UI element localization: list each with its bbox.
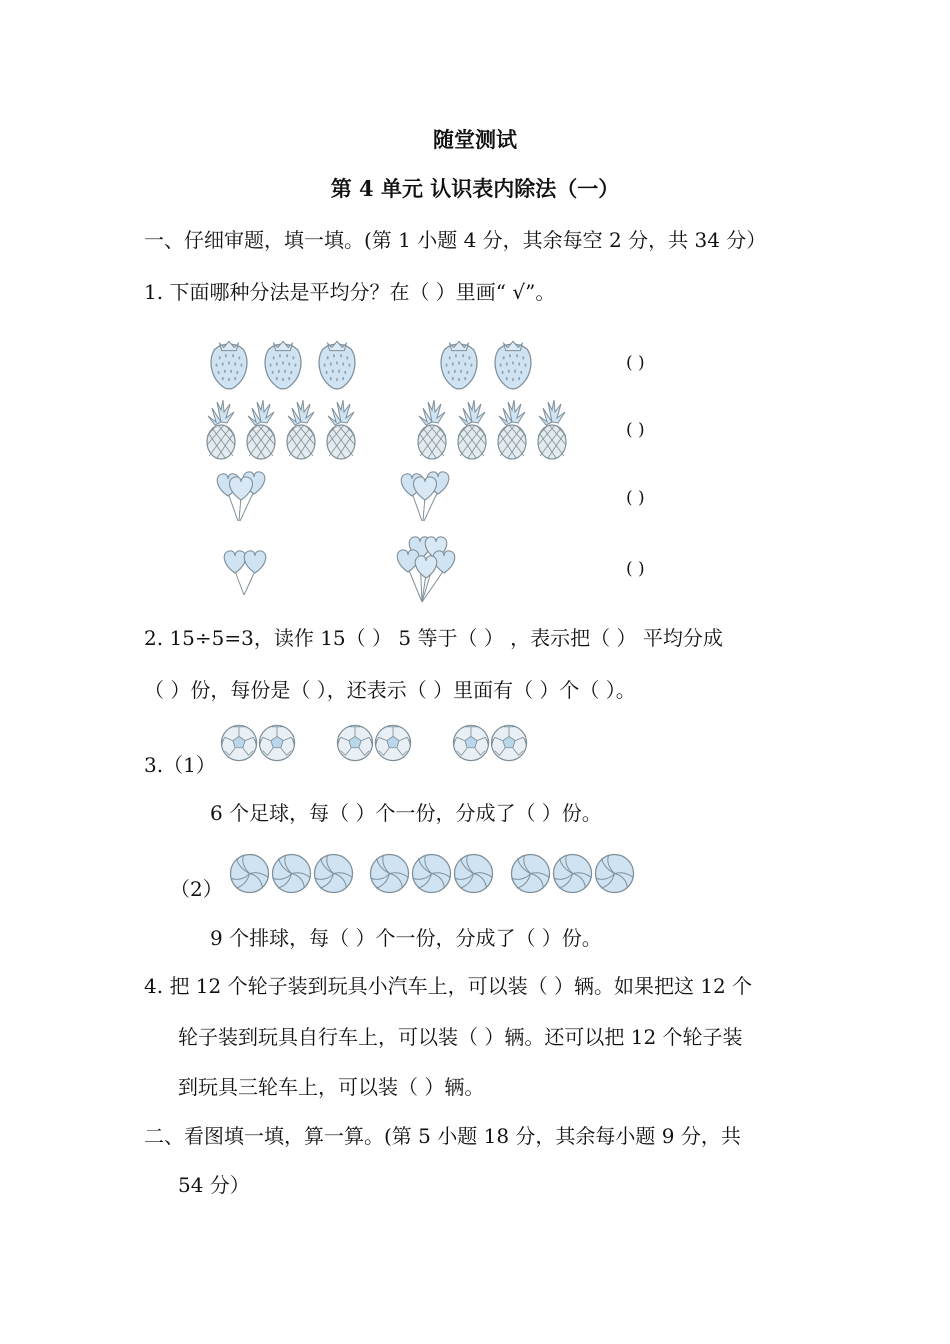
volleyball-icon [454, 854, 492, 892]
pineapple-icon [247, 400, 275, 459]
unit-subtitle: 第 4 单元 认识表内除法（一） [330, 176, 620, 201]
heart-balloon-icon [397, 537, 455, 602]
q1-row2-answer-blank[interactable]: ( ) [626, 420, 645, 440]
volleyball-icon [412, 854, 450, 892]
soccer-ball-icon [221, 725, 256, 760]
pineapple-icon [287, 400, 315, 459]
q3-part2-text: 9 个排球，每（ ）个一份，分成了（ ）份。 [210, 926, 602, 950]
q4-line3: 到玩具三轮车上，可以装（ ）辆。 [178, 1075, 485, 1099]
q2-line2: （ ）份，每份是（ ），还表示（ ）里面有（ ）个（ ）。 [144, 678, 636, 702]
soccer-ball-icon [259, 725, 294, 760]
q1-row3-answer-blank[interactable]: ( ) [626, 488, 645, 508]
heart-balloon-icon [217, 472, 265, 521]
pineapple-icon [418, 400, 446, 459]
volleyball-icon [553, 854, 591, 892]
soccer-ball-icon [491, 725, 526, 760]
volleyball-icon [314, 854, 352, 892]
q1-row2-left-group [203, 398, 363, 462]
q1-stem: 1. 下面哪种分法是平均分？在（ ）里画“ √”。 [144, 280, 556, 304]
q1-row3-left-group [208, 467, 276, 525]
strawberry-icon [441, 341, 477, 389]
pineapple-icon [458, 400, 486, 459]
strawberry-icon [495, 341, 531, 389]
soccer-ball-icon [453, 725, 488, 760]
q1-row1-right-group [434, 333, 544, 391]
q2-line1: 2. 15÷5=3，读作 15（ ） 5 等于（ ） ，表示把（ ） 平均分成 [144, 626, 723, 650]
q1-row3-right-group [392, 467, 460, 525]
pineapple-icon [207, 400, 235, 459]
pineapple-icon [498, 400, 526, 459]
q3-part1-label: 3.（1） [144, 753, 216, 777]
strawberry-icon [265, 341, 301, 389]
q1-row1-left-group [204, 333, 364, 391]
volleyball-icon [595, 854, 633, 892]
volleyball-icon [370, 854, 408, 892]
q1-row4-answer-blank[interactable]: ( ) [626, 559, 645, 579]
soccer-ball-icon [337, 725, 372, 760]
volleyball-icon [272, 854, 310, 892]
q3-part2-volleyball-groups [229, 853, 639, 897]
q4-line1: 4. 把 12 个轮子装到玩具小汽车上，可以装（ ）辆。如果把这 12 个 [144, 974, 753, 998]
soccer-ball-icon [375, 725, 410, 760]
q1-row4-right-group [390, 534, 462, 606]
strawberry-icon [319, 341, 355, 389]
strawberry-icon [211, 341, 247, 389]
volleyball-icon [230, 854, 268, 892]
q1-row1-answer-blank[interactable]: ( ) [626, 353, 645, 373]
page-title: 随堂测试 [433, 127, 517, 152]
heart-balloon-icon [224, 551, 266, 595]
q1-row4-left-group [218, 543, 274, 599]
pineapple-icon [327, 400, 355, 459]
heart-balloon-icon [401, 472, 449, 521]
volleyball-icon [511, 854, 549, 892]
q4-line2: 轮子装到玩具自行车上，可以装（ ）辆。还可以把 12 个轮子装 [178, 1025, 743, 1049]
q3-part1-soccer-groups [220, 724, 532, 764]
section2-heading-line1: 二、看图填一填，算一算。(第 5 小题 18 分，其余每小题 9 分，共 [144, 1124, 741, 1148]
pineapple-icon [538, 400, 566, 459]
section2-heading-line2: 54 分） [178, 1173, 250, 1197]
q3-part2-label: （2） [170, 877, 223, 901]
section1-heading: 一、仔细审题，填一填。(第 1 小题 4 分，其余每空 2 分，共 34 分） [144, 228, 767, 252]
q3-part1-text: 6 个足球，每（ ）个一份，分成了（ ）份。 [210, 801, 602, 825]
q1-row2-right-group [414, 398, 574, 462]
